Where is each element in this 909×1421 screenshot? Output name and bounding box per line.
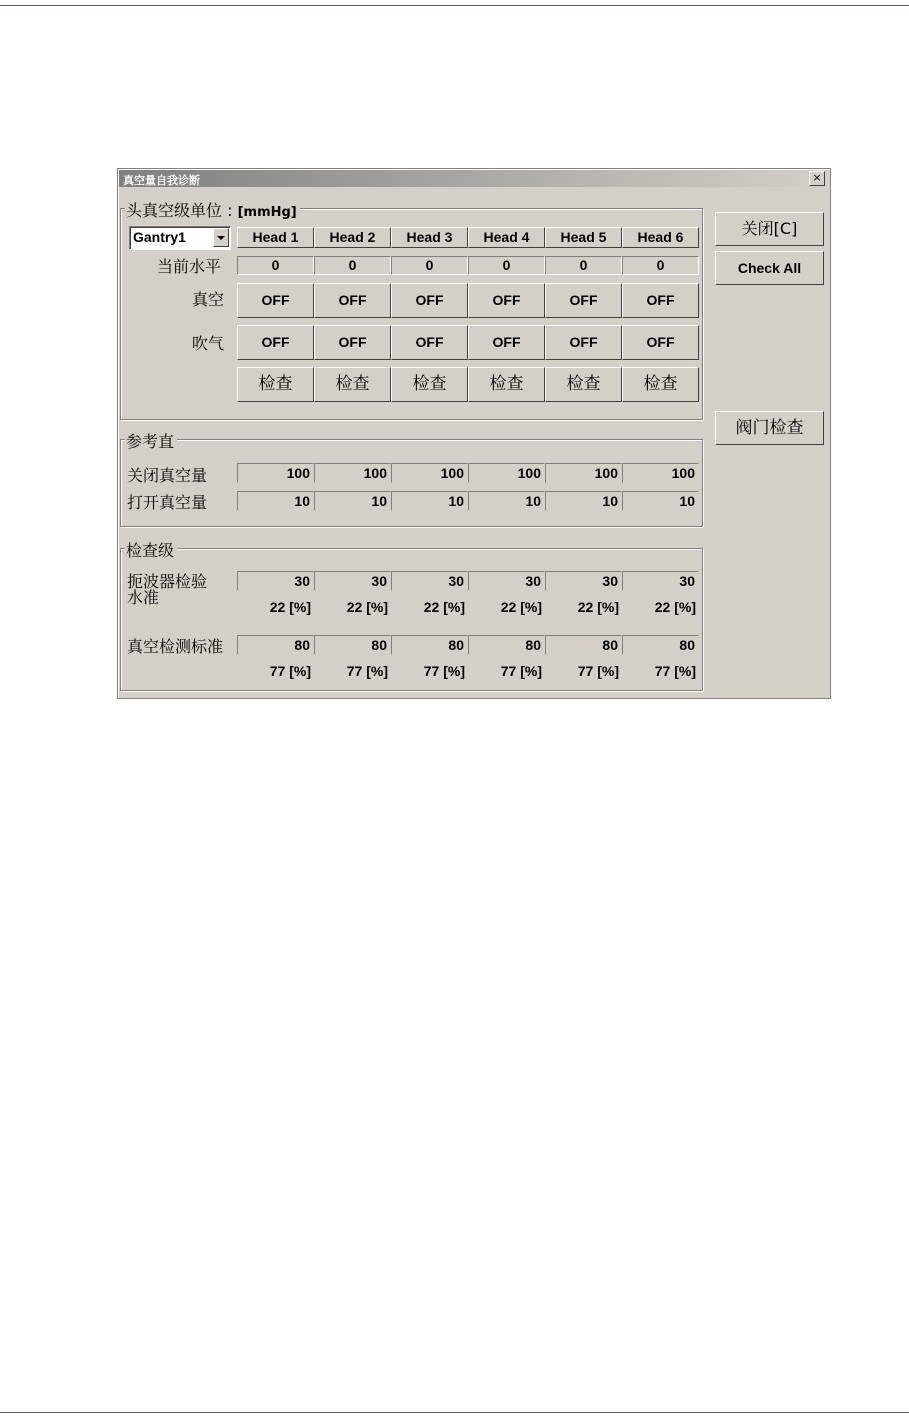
filter-level-percent-5: 22 [%] xyxy=(577,599,619,615)
open-vacuum-value-6[interactable]: 10 xyxy=(622,491,699,511)
head-header-2: Head 2 xyxy=(314,227,391,248)
current-level-5: 0 xyxy=(545,256,622,275)
vacuum-detect-percent-1: 77 [%] xyxy=(269,663,311,679)
filter-level-percent-2: 22 [%] xyxy=(346,599,388,615)
gantry-select[interactable] xyxy=(129,226,231,250)
vacuum-detect-value-2[interactable]: 80 xyxy=(314,635,391,655)
vacuum-detect-value-5[interactable]: 80 xyxy=(545,635,622,655)
current-level-4: 0 xyxy=(468,256,545,275)
filter-level-value-3[interactable]: 30 xyxy=(391,571,468,591)
vacuum-detect-percent-5: 77 [%] xyxy=(577,663,619,679)
dialog-titlebar xyxy=(119,170,829,187)
filter-level-percent-4: 22 [%] xyxy=(500,599,542,615)
current-level-3: 0 xyxy=(391,256,468,275)
filter-level-value-5[interactable]: 30 xyxy=(545,571,622,591)
filter-level-label-line1: 扼波器检验 xyxy=(127,572,208,591)
close-button[interactable]: 关闭[C] xyxy=(715,212,824,246)
vacuum-detect-percent-3: 77 [%] xyxy=(423,663,465,679)
open-vacuum-value-3[interactable]: 10 xyxy=(391,491,468,511)
gantry-select-value: Gantry1 xyxy=(133,229,186,245)
filter-level-label-line2: 水准 xyxy=(127,588,160,607)
filter-level-value-6[interactable]: 30 xyxy=(622,571,699,591)
reference-legend: 参考直 xyxy=(125,429,177,452)
close-vacuum-value-5[interactable]: 100 xyxy=(545,463,622,483)
valve-check-button[interactable]: 阀门检查 xyxy=(715,411,824,445)
blow-toggle-button-5[interactable]: OFF xyxy=(545,325,622,360)
filter-level-value-4[interactable]: 30 xyxy=(468,571,545,591)
vacuum-detect-percent-6: 77 [%] xyxy=(654,663,696,679)
blow-label: 吹气 xyxy=(192,334,225,353)
vacuum-toggle-button-4[interactable]: OFF xyxy=(468,283,545,318)
blow-toggle-button-2[interactable]: OFF xyxy=(314,325,391,360)
vacuum-self-diagnosis-dialog xyxy=(117,168,831,699)
reference-group xyxy=(120,439,703,527)
vacuum-detect-value-4[interactable]: 80 xyxy=(468,635,545,655)
check-button-5[interactable]: 检查 xyxy=(545,367,622,402)
head-header-3: Head 3 xyxy=(391,227,468,248)
close-vacuum-value-4[interactable]: 100 xyxy=(468,463,545,483)
check-button-2[interactable]: 检查 xyxy=(314,367,391,402)
close-vacuum-value-1[interactable]: 100 xyxy=(237,463,314,483)
open-vacuum-value-2[interactable]: 10 xyxy=(314,491,391,511)
close-vacuum-value-3[interactable]: 100 xyxy=(391,463,468,483)
check-button-1[interactable]: 检查 xyxy=(237,367,314,402)
check-all-button[interactable]: Check All xyxy=(715,251,824,285)
close-icon[interactable]: × xyxy=(809,171,825,186)
filter-level-percent-3: 22 [%] xyxy=(423,599,465,615)
close-vacuum-value-2[interactable]: 100 xyxy=(314,463,391,483)
head-vacuum-legend xyxy=(125,198,300,221)
open-vacuum-value-5[interactable]: 10 xyxy=(545,491,622,511)
vacuum-detect-value-1[interactable]: 80 xyxy=(237,635,314,655)
check-level-legend: 检查级 xyxy=(125,538,177,561)
filter-level-value-2[interactable]: 30 xyxy=(314,571,391,591)
vacuum-toggle-button-5[interactable]: OFF xyxy=(545,283,622,318)
filter-level-percent-1: 22 [%] xyxy=(269,599,311,615)
blow-toggle-button-1[interactable]: OFF xyxy=(237,325,314,360)
open-vacuum-label: 打开真空量 xyxy=(127,493,208,512)
current-level-6: 0 xyxy=(622,256,699,275)
current-level-label: 当前水平 xyxy=(157,257,222,276)
vacuum-label: 真空 xyxy=(192,290,225,309)
vacuum-toggle-button-1[interactable]: OFF xyxy=(237,283,314,318)
vacuum-detect-value-6[interactable]: 80 xyxy=(622,635,699,655)
head-header-6: Head 6 xyxy=(622,227,699,248)
vacuum-toggle-button-2[interactable]: OFF xyxy=(314,283,391,318)
head-vacuum-legend-unit: [mmHg] xyxy=(237,205,297,220)
vacuum-detect-label: 真空检测标准 xyxy=(127,637,224,656)
close-vacuum-value-6[interactable]: 100 xyxy=(622,463,699,483)
vacuum-detect-value-3[interactable]: 80 xyxy=(391,635,468,655)
head-header-4: Head 4 xyxy=(468,227,545,248)
blow-toggle-button-3[interactable]: OFF xyxy=(391,325,468,360)
page-bottom-rule xyxy=(0,1412,909,1413)
head-vacuum-legend-text: 头真空级单位 : xyxy=(126,201,238,220)
vacuum-detect-percent-2: 77 [%] xyxy=(346,663,388,679)
vacuum-detect-percent-4: 77 [%] xyxy=(500,663,542,679)
vacuum-toggle-button-6[interactable]: OFF xyxy=(622,283,699,318)
head-header-1: Head 1 xyxy=(237,227,314,248)
filter-level-value-1[interactable]: 30 xyxy=(237,571,314,591)
open-vacuum-value-1[interactable]: 10 xyxy=(237,491,314,511)
page-top-rule xyxy=(0,5,909,6)
vacuum-toggle-button-3[interactable]: OFF xyxy=(391,283,468,318)
filter-level-percent-6: 22 [%] xyxy=(654,599,696,615)
close-vacuum-label: 关闭真空量 xyxy=(127,466,208,485)
open-vacuum-value-4[interactable]: 10 xyxy=(468,491,545,511)
chevron-down-icon[interactable] xyxy=(213,228,229,247)
current-level-2: 0 xyxy=(314,256,391,275)
dialog-title: 真空量自我诊断 xyxy=(123,174,200,187)
blow-toggle-button-6[interactable]: OFF xyxy=(622,325,699,360)
check-button-3[interactable]: 检查 xyxy=(391,367,468,402)
current-level-1: 0 xyxy=(237,256,314,275)
check-button-6[interactable]: 检查 xyxy=(622,367,699,402)
blow-toggle-button-4[interactable]: OFF xyxy=(468,325,545,360)
head-header-5: Head 5 xyxy=(545,227,622,248)
check-button-4[interactable]: 检查 xyxy=(468,367,545,402)
